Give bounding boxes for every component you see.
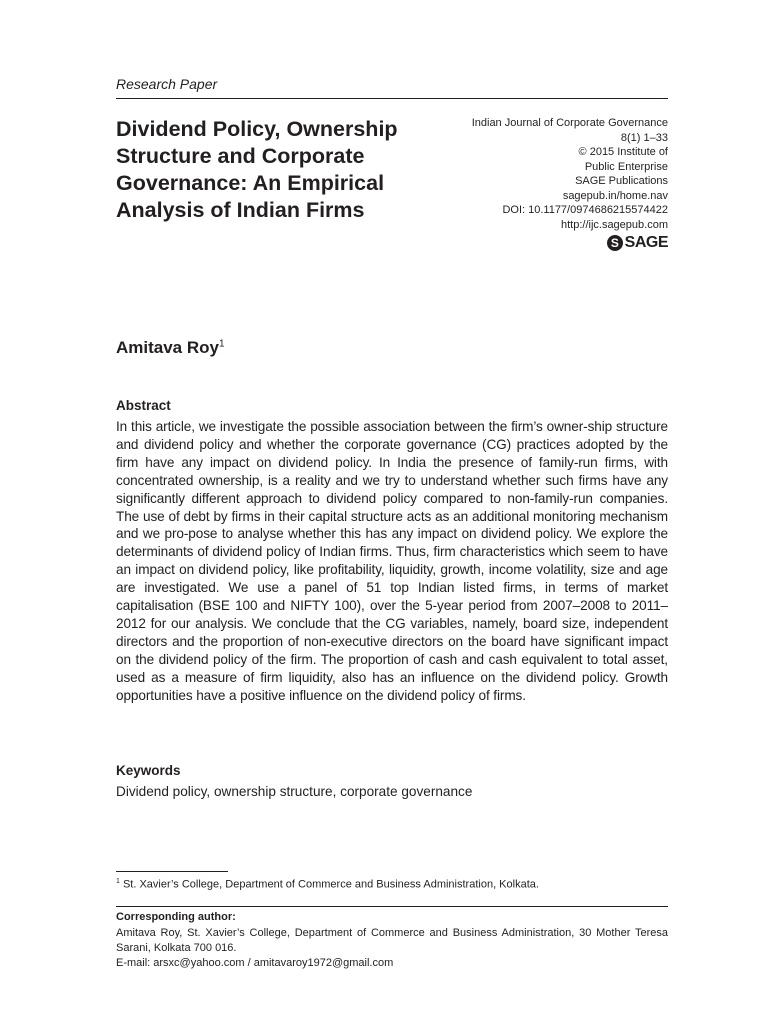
journal-publisher: SAGE Publications xyxy=(575,175,668,187)
doi[interactable]: DOI: 10.1177/0974686215574422 xyxy=(502,204,668,216)
corresponding-divider xyxy=(116,906,668,907)
author-footnote-mark: 1 xyxy=(218,338,225,350)
journal-name: Indian Journal of Corporate Governance xyxy=(471,117,668,129)
publisher-url[interactable]: sagepub.in/home.nav xyxy=(562,189,668,202)
keywords-text: Dividend policy, ownership structure, corporate governance xyxy=(116,784,473,799)
footnote xyxy=(116,878,539,891)
journal-volume: 8(1) 1–33 xyxy=(620,131,668,144)
article-type-label: Research Paper xyxy=(116,76,218,92)
journal-copyright: © 2015 Institute of xyxy=(578,146,668,158)
corresponding-author-address: Amitava Roy, St. Xavier’s College, Department of Commerce and Business Administration, 30 Mother Teresa Sarani, Kolkata 700 016. xyxy=(116,927,668,954)
author-name-text: Amitava Roy xyxy=(116,338,219,357)
footnote-mark: 1 xyxy=(116,878,120,885)
author-name xyxy=(116,338,225,358)
journal-url[interactable]: http://ijc.sagepub.com xyxy=(560,218,668,231)
abstract-text: In this article, we investigate the possible association between the firm’s owner-ship structure and dividend policy and whether the corporate governance (CG) practices adopted by the firm have any impact on dividend policy. In India the presence of family-run firms, with concentrated ownership, is a reality and we try to understand whether such firms have any significantly different approach to dividend policy compared to non-family-run companies. The use of debt by firms in their capital structure acts as an additional monitoring mechanism and we pro-pose to analyse whether this has any impact on dividend policy. We explore the determinants of dividend policy of Indian firms. Thus, firm characteristics which seem to have an impact on dividend policy, like profitability, liquidity, growth, income volatility, size and age are investigated. We use a panel of 51 top Indian listed firms, in terms of market capitalisation (BSE 100 and NIFTY 100), over the 5-year period from 2007–2008 to 2011–2012 for our analysis. We conclude that the CG variables, namely, board size, independent directors and the proportion of non-executive directors on the board have significant impact on the dividend policy of the firm. The proportion of cash and cash equivalent to total asset, used as a measure of firm liquidity, also has an influence on the dividend policy. Growth opportunities have a positive influence on the dividend policy of firms. xyxy=(116,419,668,703)
article-title: Dividend Policy, Ownership Structure and Corporate Governance: An Empirical Analysis of Indian Firms xyxy=(116,117,398,222)
corresponding-author-email[interactable]: E-mail: arsxc@yahoo.com / amitavaroy1972@gmail.com xyxy=(116,957,394,969)
sage-logo-text: SAGE xyxy=(624,233,668,251)
journal-info xyxy=(408,116,668,252)
sage-logo xyxy=(607,235,668,251)
header-divider xyxy=(116,98,668,99)
journal-copyright-holder: Public Enterprise xyxy=(584,160,668,173)
abstract-heading: Abstract xyxy=(116,398,171,413)
sage-logo-icon: S xyxy=(607,235,623,251)
keywords-heading: Keywords xyxy=(116,763,181,778)
footnote-text: St. Xavier’s College, Department of Commerce and Business Administration, Kolkata. xyxy=(122,878,539,891)
corresponding-author-heading: Corresponding author: xyxy=(116,911,236,923)
footnote-divider xyxy=(116,871,228,872)
